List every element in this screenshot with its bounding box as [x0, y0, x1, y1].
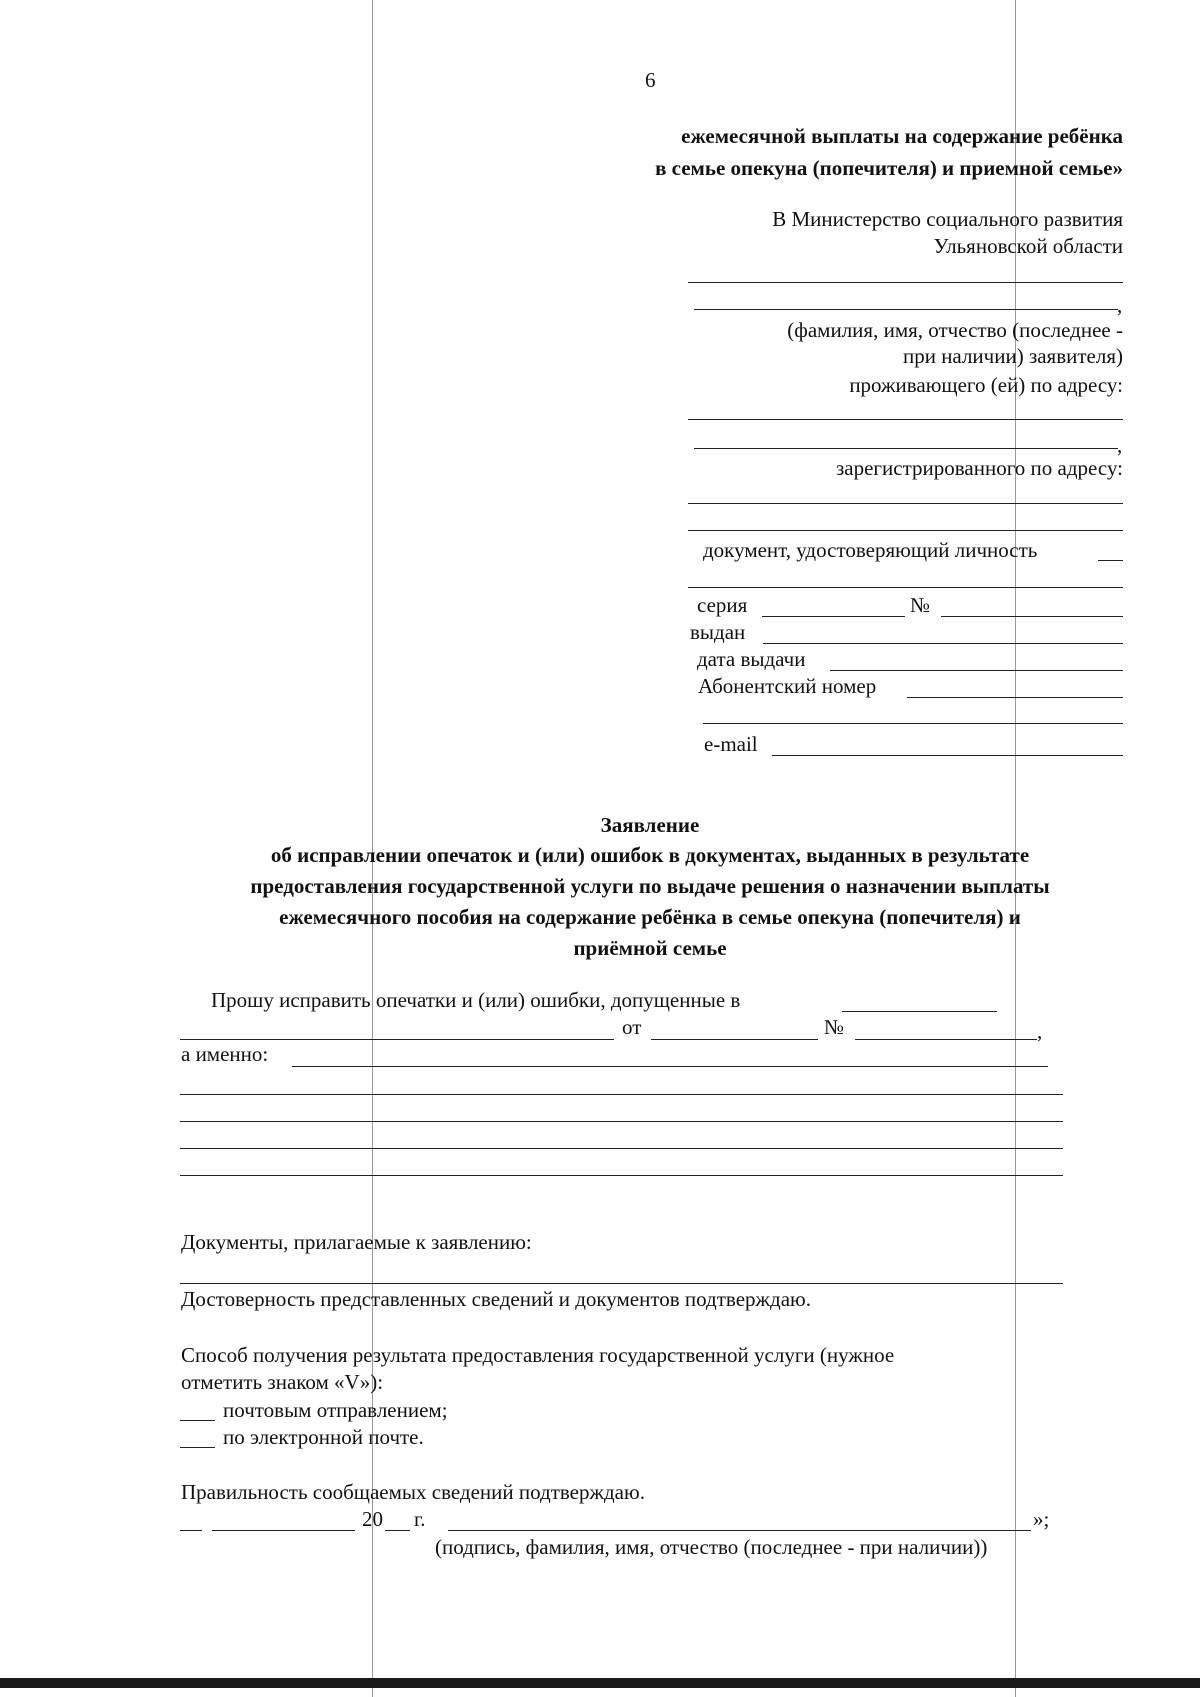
- from-label: от: [622, 1015, 642, 1039]
- signature-closing-quote: »;: [1033, 1507, 1050, 1531]
- attachments-field[interactable]: [180, 1283, 1063, 1284]
- signature-field[interactable]: [448, 1530, 1031, 1531]
- series-label: серия: [697, 593, 748, 617]
- document-number-label: №: [824, 1015, 845, 1039]
- date-year-field[interactable]: [385, 1530, 410, 1531]
- issued-field[interactable]: [763, 643, 1123, 644]
- delivery-method-text-2: отметить знаком «V»):: [181, 1370, 384, 1394]
- residence-address-field-1[interactable]: [688, 419, 1123, 420]
- name-field-comma: ,: [1117, 293, 1123, 317]
- option-email-checkbox[interactable]: [180, 1447, 215, 1448]
- errors-description-field-1[interactable]: [292, 1066, 1048, 1067]
- series-field[interactable]: [762, 616, 905, 617]
- applicant-name-field-1[interactable]: [688, 282, 1123, 283]
- attachments-label: Документы, прилагаемые к заявлению:: [181, 1230, 532, 1254]
- number-field[interactable]: [941, 616, 1123, 617]
- option-email-label: по электронной почте.: [223, 1425, 424, 1449]
- option-mail-checkbox[interactable]: [180, 1420, 215, 1421]
- issued-label: выдан: [690, 620, 746, 644]
- scan-bottom-border: [0, 1678, 1200, 1688]
- subscriber-number-label: Абонентский номер: [698, 674, 877, 698]
- document-name-field-2[interactable]: [180, 1039, 614, 1040]
- errors-description-field-2[interactable]: [180, 1094, 1063, 1095]
- id-document-field-tail[interactable]: [1098, 560, 1123, 561]
- errors-description-field-5[interactable]: [180, 1175, 1063, 1176]
- errors-description-field-4[interactable]: [180, 1148, 1063, 1149]
- document-number-comma: ,: [1037, 1019, 1043, 1043]
- header-line-2: в семье опекуна (попечителя) и приемной семье»: [655, 156, 1123, 180]
- registered-label: зарегистрированного по адресу:: [836, 456, 1123, 480]
- document-date-field[interactable]: [651, 1039, 818, 1040]
- residence-address-field-2[interactable]: [694, 448, 1118, 449]
- registered-address-field-1[interactable]: [688, 503, 1123, 504]
- signature-hint: (подпись, фамилия, имя, отчество (последнее - при наличии)): [435, 1535, 988, 1559]
- document-title: Заявление: [600, 813, 700, 837]
- issue-date-label: дата выдачи: [697, 647, 806, 671]
- header-line-1: ежемесячной выплаты на содержание ребёнка: [681, 124, 1123, 148]
- document-subtitle-line-2: предоставления государственной услуги по выдаче решения о назначении выплаты: [250, 874, 1050, 898]
- option-mail-label: почтовым отправлением;: [223, 1398, 448, 1422]
- email-field[interactable]: [772, 755, 1123, 756]
- document-subtitle-line-3: ежемесячного пособия на содержание ребёнка в семье опекуна (попечителя) и: [279, 905, 1021, 929]
- name-hint-line-2: при наличии) заявителя): [902, 344, 1123, 368]
- request-text: Прошу исправить опечатки и (или) ошибки, допущенные в: [211, 988, 741, 1012]
- id-document-label: документ, удостоверяющий личность: [703, 538, 1038, 562]
- year-suffix: г.: [414, 1507, 426, 1531]
- subscriber-number-field-2[interactable]: [703, 723, 1123, 724]
- page-number: 6: [645, 68, 656, 92]
- document-subtitle-line-4: приёмной семье: [573, 936, 727, 960]
- date-day-field[interactable]: [180, 1530, 202, 1531]
- email-label: e-mail: [704, 732, 758, 756]
- document-number-field[interactable]: [855, 1039, 1037, 1040]
- registered-address-field-2[interactable]: [688, 530, 1123, 531]
- name-hint-line-1: (фамилия, имя, отчество (последнее -: [787, 318, 1123, 342]
- document-name-field[interactable]: [842, 1011, 997, 1012]
- date-month-field[interactable]: [212, 1530, 355, 1531]
- id-document-field[interactable]: [688, 587, 1123, 588]
- errors-description-field-3[interactable]: [180, 1121, 1063, 1122]
- applicant-name-field-2[interactable]: [694, 309, 1118, 310]
- document-subtitle-line-1: об исправлении опечаток и (или) ошибок в документах, выданных в результате: [270, 843, 1030, 867]
- addressee-line-1: В Министерство социального развития: [772, 207, 1123, 231]
- namely-label: а именно:: [181, 1042, 269, 1066]
- confirm-info-text: Правильность сообщаемых сведений подтверждаю.: [181, 1480, 645, 1504]
- addressee-line-2: Ульяновской области: [933, 234, 1123, 258]
- subscriber-number-field[interactable]: [907, 697, 1123, 698]
- delivery-method-text-1: Способ получения результата предоставления государственной услуги (нужное: [181, 1343, 895, 1367]
- residence-label: проживающего (ей) по адресу:: [849, 373, 1123, 397]
- issue-date-field[interactable]: [830, 670, 1123, 671]
- year-prefix: 20: [362, 1507, 383, 1531]
- address-field-comma: ,: [1117, 433, 1123, 457]
- number-label: №: [910, 593, 931, 617]
- confirm-documents-text: Достоверность представленных сведений и документов подтверждаю.: [181, 1287, 811, 1311]
